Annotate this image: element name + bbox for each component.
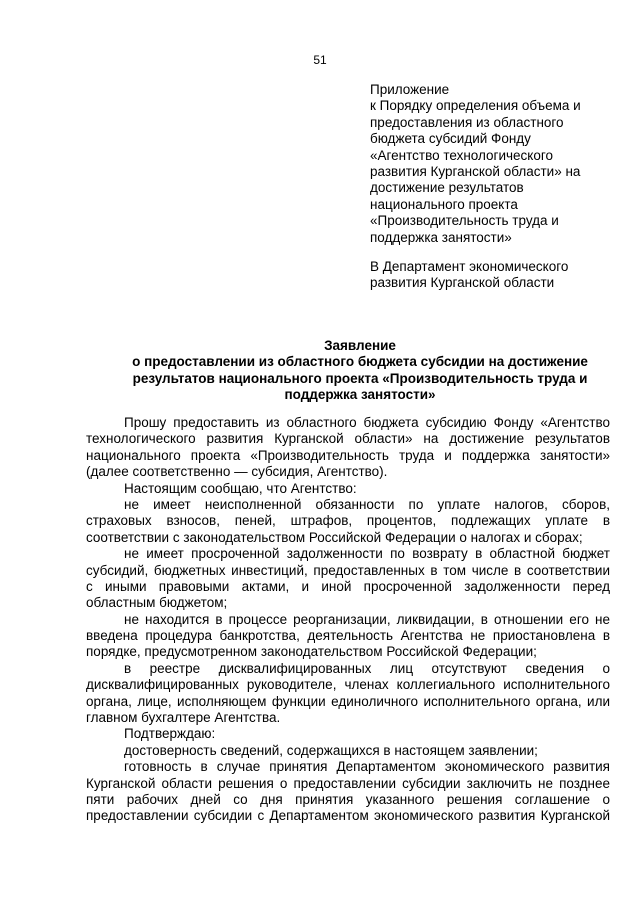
appendix-block	[370, 82, 620, 246]
appendix-line: достижение результатов	[370, 180, 524, 196]
body-line: в реестре дисквалифицированных лиц отсутствуют сведения о	[124, 660, 610, 676]
body-line: не имеет неисполненной обязанности по уплате налогов, сборов,	[124, 496, 610, 512]
body-line: дисквалифицированных руководителе, членах коллегиального исполнительного	[86, 677, 610, 693]
body-line: порядке, предусмотренном законодательством Российской Федерации;	[86, 644, 537, 660]
appendix-line: «Производительность труда и	[370, 213, 559, 229]
body-line: главном бухгалтере Агентства.	[86, 710, 281, 726]
appendix-line: поддержка занятости»	[370, 229, 512, 245]
body-line: не находится в процессе реорганизации, ликвидации, в отношении его не	[124, 611, 610, 627]
body-line: пяти рабочих дней со дня принятия указанного решения соглашение о	[86, 791, 610, 807]
body-line: готовность в случае принятия Департаментом экономического развития	[124, 759, 610, 775]
body-text	[86, 415, 610, 825]
appendix-line: предоставления из областного	[370, 114, 564, 130]
appendix-line: Приложение	[370, 82, 450, 97]
body-line: технологического развития Курганской области» на достижение результатов	[86, 431, 610, 447]
body-line: органа, лице, исполняющем функции единоличного исполнительного органа, или	[86, 693, 610, 709]
appendix-line: бюджета субсидий Фонду	[370, 131, 531, 147]
body-line: областным бюджетом;	[86, 595, 228, 611]
body-line: достоверность сведений, содержащихся в настоящем заявлении;	[124, 742, 538, 758]
body-line: Подтверждаю:	[124, 726, 216, 742]
addressee-line: развития Курганской области	[370, 275, 555, 291]
body-line: Настоящим сообщаю, что Агентство:	[124, 480, 357, 496]
body-line: введена процедура банкротства, деятельность Агентства не приостановлена в	[86, 628, 610, 644]
heading-line: о предоставлении из областного бюджета субсидии на достижение	[132, 354, 588, 370]
body-line: (далее соответственно — субсидия, Агентство).	[86, 464, 388, 480]
appendix-line: национального проекта	[370, 196, 518, 212]
addressee-block	[370, 259, 620, 292]
body-line: с иными правовыми актами, и иной просроченной задолженности перед	[86, 578, 610, 594]
body-line: Прошу предоставить из областного бюджета субсидию Фонду «Агентство	[124, 415, 610, 430]
appendix-line: развития Курганской области» на	[370, 164, 581, 180]
heading-line: поддержка занятости»	[284, 387, 436, 403]
appendix-line: «Агентство технологического	[370, 147, 554, 163]
document-heading	[60, 338, 640, 404]
addressee-line: В Департамент экономического	[370, 259, 569, 274]
page-number: 51	[313, 53, 327, 67]
heading-title: Заявление	[324, 338, 396, 353]
body-line: не имеет просроченной задолженности по возврату в областной бюджет	[124, 546, 610, 562]
body-line: национального проекта «Производительность труда и поддержка занятости»	[86, 447, 610, 463]
body-line: страховых взносов, пеней, штрафов, процентов, подлежащих уплате в	[86, 513, 610, 529]
body-line: соответствии с законодательством Российской Федерации о налогах и сборах;	[86, 529, 583, 545]
heading-line: результатов национального проекта «Производительность труда и	[132, 370, 588, 386]
body-line: Курганской области решения о предоставлении субсидии заключить не позднее	[86, 775, 610, 791]
appendix-line: к Порядку определения объема и	[370, 98, 581, 114]
body-line: предоставлении субсидии с Департаментом экономического развития Курганской	[86, 808, 610, 824]
body-line: субсидий, бюджетных инвестиций, предоставленных в том числе в соответствии	[86, 562, 610, 578]
